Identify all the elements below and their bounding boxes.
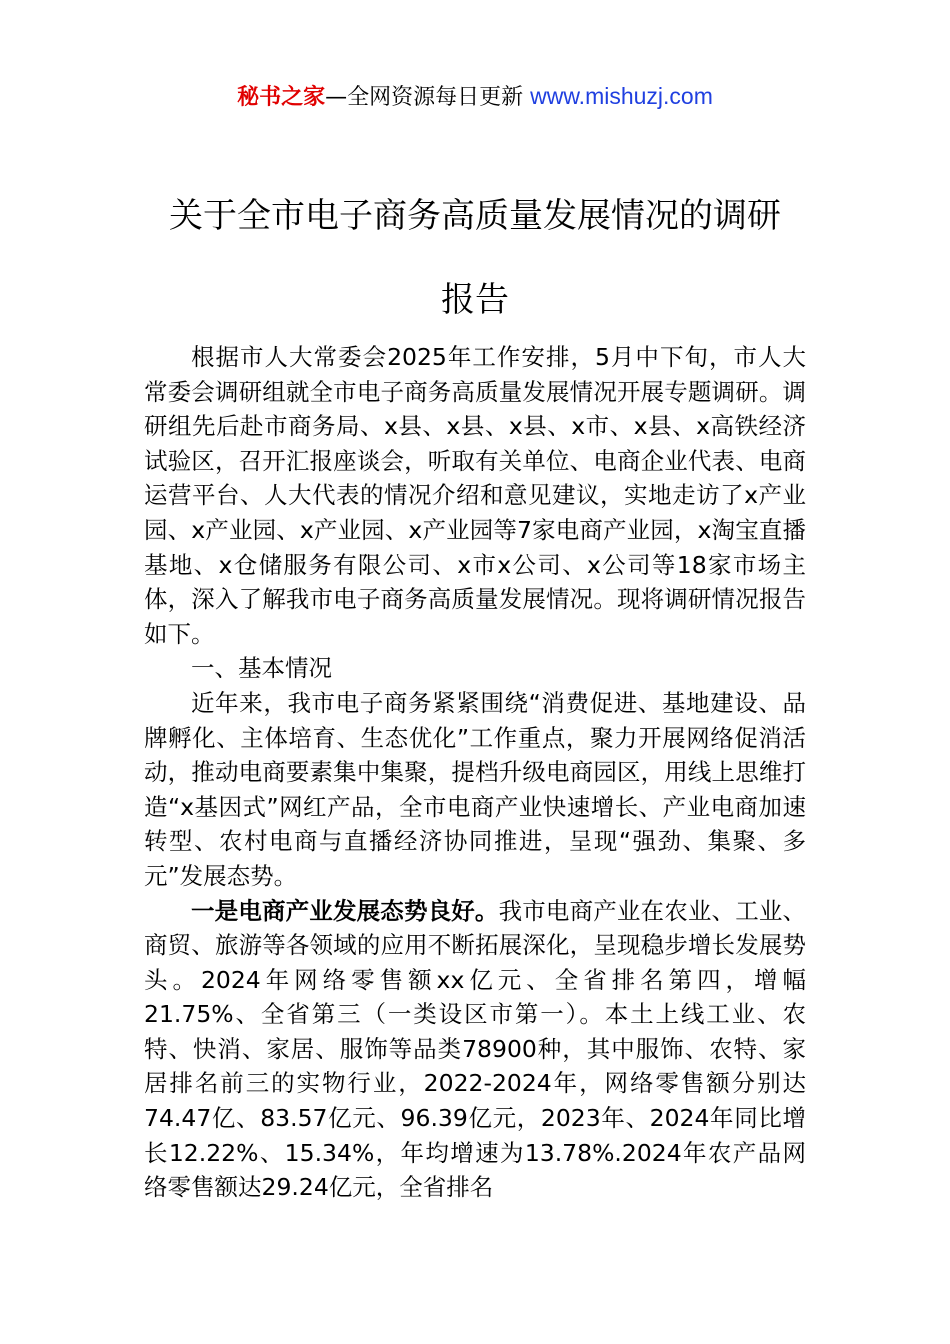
document-title-line-2: 报告: [441, 280, 509, 320]
overview-paragraph: 近年来，我市电子商务紧紧围绕“消费促进、基地建设、品牌孵化、主体培育、生态优化”工作重点，聚力开展网络促消活动，推动电商要素集中集聚，提档升级电商园区，用线上思维打造“x基因式”网红产品，全市电商产业快速增长、产业电商加速转型、农村电商与直播经济协同推进，呈现“强劲、集聚、多元”发展态势。: [144, 688, 806, 890]
document-title-line-1: 关于全市电子商务高质量发展情况的调研: [169, 196, 781, 236]
site-header: [0, 80, 950, 114]
site-tagline: —全网资源每日更新: [325, 85, 531, 110]
section-heading-basic-situation: 一、基本情况: [191, 654, 332, 683]
intro-paragraph: 根据市人大常委会2025年工作安排，5月中下旬，市人大常委会调研组就全市电子商务高质量发展情况开展专题调研。调研组先后赴市商务局、x县、x县、x县、x市、x县、x高铁经济试验区，召开汇报座谈会，听取有关单位、电商企业代表、电商运营平台、人大代表的情况介绍和意见建议，实地走访了x产业园、x产业园、x产业园、x产业园等7家电商产业园，x淘宝直播基地、x仓储服务有限公司、x市x公司、x公司等18家市场主体，深入了解我市电子商务高质量发展情况。现将调研情况报告如下。: [144, 343, 806, 648]
point-one-paragraph: [144, 894, 806, 1205]
site-brand: 秘书之家: [237, 85, 326, 110]
document-title: [0, 174, 950, 342]
point-one-lead: 一是电商产业发展态势良好。: [191, 896, 499, 925]
site-url-link[interactable]: www.mishuzj.com: [530, 83, 713, 109]
point-one-body: 我市电商产业在农业、工业、商贸、旅游等各领域的应用不断拓展深化，呈现稳步增长发展势头。2024年网络零售额xx亿元、全省排名第四，增幅21.75%、全省第三（一类设区市第一）。本土上线工业、农特、快消、家居、服饰等品类78900种，其中服饰、农特、家居排名前三的实物行业，2022-2024年，网络零售额分别达74.47亿、83.57亿元、96.39亿元，2023年、2024年同比增长12.22%、15.34%，年均增速为13.78%.2024年农产品网络零售额达29.24亿元，全省排名: [144, 896, 807, 1202]
document-body: [144, 340, 806, 1205]
